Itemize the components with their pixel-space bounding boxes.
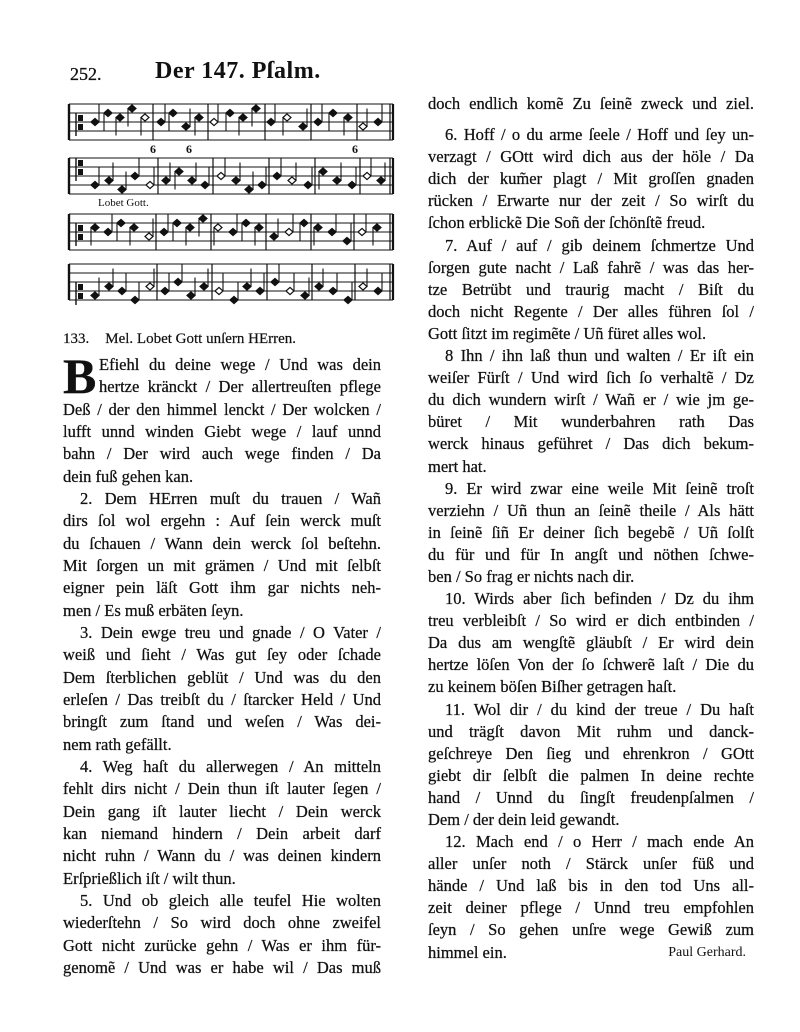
note-head bbox=[215, 287, 223, 294]
note-head bbox=[146, 283, 154, 290]
verse-line bbox=[63, 510, 381, 532]
note-head bbox=[169, 109, 177, 116]
verse-line bbox=[428, 212, 754, 234]
verse-line-text: 4. Weg haſt du allerwegen / An mitteln bbox=[80, 756, 381, 776]
note-head bbox=[200, 283, 208, 290]
verse-line-text: bringſt zum ſtand und weſen / Was dei- bbox=[63, 712, 381, 732]
verse-line bbox=[445, 124, 754, 146]
verse-line-text: und trägſt davon Mit ruhm und danck- bbox=[428, 721, 754, 741]
verse-line bbox=[63, 466, 381, 488]
stanza bbox=[63, 348, 381, 488]
verse-line bbox=[428, 809, 754, 831]
verse-line-text: ben / So frag er nichts nach dir. bbox=[428, 566, 635, 586]
verse-line bbox=[80, 756, 381, 778]
note-head bbox=[315, 283, 323, 290]
verse-line bbox=[428, 323, 754, 345]
melody-reference: Mel. Lobet Gott unſern HErren. bbox=[105, 331, 297, 347]
verse-line-text: 2. Dem HErren muſt du trauen / Wañ bbox=[80, 488, 381, 508]
note-head bbox=[256, 287, 264, 294]
note-head bbox=[245, 186, 253, 193]
verse-line bbox=[445, 478, 754, 500]
author-signature: Paul Gerhard. bbox=[668, 944, 746, 960]
note-head bbox=[105, 283, 113, 290]
verse-line-text: hände / Und laß bis in den tod Uns all- bbox=[428, 876, 754, 896]
verse-line-text: weiſer Fürſt / Und wird ſich ſo verhaltẽ / Dz bbox=[428, 368, 754, 388]
verse-line-text: ſeyn / So gehen unſre wege Gewiß zum bbox=[428, 920, 754, 940]
note-head bbox=[358, 228, 366, 235]
verse-line bbox=[63, 689, 381, 711]
note-head bbox=[229, 228, 237, 235]
melody-heading bbox=[63, 331, 296, 348]
verse-line-text: doch nicht Regente / Der alles führen ſol / bbox=[428, 301, 754, 321]
note-head bbox=[117, 219, 125, 226]
verse-line-text: weiß und ſieht / Was gut ſey oder ſchade bbox=[63, 645, 381, 665]
verse-line-text: in ſeinẽ ſiñ Er deiner ſich begebẽ / Uñ ſolſt bbox=[428, 522, 754, 542]
figured-bass-number: 6 bbox=[352, 142, 358, 156]
clef bbox=[78, 293, 83, 299]
verse-line-text: dich der kum̃er plagt / Mit groſſen gnaden bbox=[428, 169, 754, 189]
verse-line bbox=[63, 935, 381, 957]
clef bbox=[78, 115, 83, 121]
verse-line bbox=[445, 699, 754, 721]
note-head bbox=[157, 118, 165, 125]
note-head bbox=[363, 172, 371, 179]
note-head bbox=[273, 172, 281, 179]
verse-line-text: himmel ein. bbox=[428, 942, 507, 962]
verse-line bbox=[80, 488, 381, 510]
verse-line-text: Dein gang iſt lauter liecht / Dein werck bbox=[63, 801, 381, 821]
verse-line bbox=[428, 190, 754, 212]
verse-line-text: men / Es muß erbäten ſeyn. bbox=[63, 600, 244, 620]
verse-line-text: du dich wundern wirſt / Wañ er / wie jm ge- bbox=[428, 390, 754, 410]
verse-line-text: hertze kränckt / Der allertreuſten pflege bbox=[99, 377, 381, 397]
verse-line bbox=[428, 544, 754, 566]
verse-line bbox=[63, 600, 381, 622]
note-head bbox=[333, 177, 341, 184]
note-head bbox=[377, 177, 385, 184]
verse-line-text: 10. Wirds aber ſich befinden / Dz du ihm bbox=[445, 589, 754, 609]
verse-line-text: büret / Mit wunderbahren rath Das bbox=[428, 412, 754, 432]
note-head bbox=[199, 215, 207, 222]
clef bbox=[78, 234, 83, 240]
note-head bbox=[329, 287, 337, 294]
verse-line bbox=[63, 823, 381, 845]
verse-line-text: 3. Dein ewge treu und gnade / O Vater / bbox=[80, 622, 381, 642]
note-head bbox=[118, 186, 126, 193]
note-head bbox=[182, 123, 190, 130]
verse-line-text: Efiehl du deine wege / Und was dein bbox=[99, 355, 381, 374]
verse-line-text: geſchreye Den ſieg und ehrenkron / GOtt bbox=[428, 743, 754, 763]
verse-line bbox=[428, 389, 754, 411]
verse-line-text: 8 Ihn / ihn laß thun und walten / Er iſt ein bbox=[445, 346, 754, 366]
note-head bbox=[288, 177, 296, 184]
note-head bbox=[104, 228, 112, 235]
verse-line bbox=[428, 93, 754, 115]
stanza bbox=[428, 124, 754, 234]
verse-line bbox=[428, 765, 754, 787]
stanza bbox=[428, 588, 754, 698]
verse-line-text: Erſprießlich iſt / wilt thun. bbox=[63, 868, 236, 888]
verse-line-text: Da dus am wengſtẽ gläubſt / Er wird dein bbox=[428, 633, 754, 653]
verse-line bbox=[63, 711, 381, 733]
verse-line-text: 11. Wol dir / du kind der treue / Du haſt bbox=[445, 699, 754, 719]
note-head bbox=[186, 224, 194, 231]
note-head bbox=[283, 114, 291, 121]
verse-line-text: verzagt / GOtt wird dich aus der höle / Da bbox=[428, 147, 754, 167]
stanza bbox=[428, 831, 754, 964]
verse-line bbox=[428, 654, 754, 676]
note-head bbox=[145, 233, 153, 240]
note-head bbox=[116, 114, 124, 121]
note-head bbox=[239, 114, 247, 121]
verse-line-text: Dem ſterblichen geblüt / Und was du den bbox=[63, 667, 381, 687]
note-head bbox=[188, 177, 196, 184]
figured-bass-number: 6 bbox=[186, 142, 192, 156]
verse-line bbox=[63, 845, 381, 867]
verse-line-text: rücken / Erwarte nur der zeit / So wirſt du bbox=[428, 191, 754, 211]
stanza bbox=[63, 890, 381, 979]
note-head bbox=[373, 224, 381, 231]
note-head bbox=[210, 118, 218, 125]
note-head bbox=[91, 224, 99, 231]
verse-line-text: 12. Mach end / o Herr / mach ende An bbox=[445, 832, 754, 852]
verse-line bbox=[428, 301, 754, 323]
verse-line-text: ſorgen gute nacht / Laß fahrẽ / was das her- bbox=[428, 257, 754, 277]
verse-line-text: hand / Unnd du ſingſt freudenpſalmen / bbox=[428, 787, 754, 807]
note-head bbox=[343, 237, 351, 244]
right-column bbox=[428, 94, 754, 964]
note-head bbox=[226, 109, 234, 116]
verse-line-text: nem rath gefällt. bbox=[63, 734, 172, 754]
verse-line bbox=[428, 942, 754, 964]
note-head bbox=[267, 118, 275, 125]
note-head bbox=[374, 118, 382, 125]
drop-cap-initial: B bbox=[63, 348, 97, 404]
verse-line bbox=[428, 919, 754, 941]
clef bbox=[78, 225, 83, 231]
note-head bbox=[91, 292, 99, 299]
note-head bbox=[286, 287, 294, 294]
note-head bbox=[344, 114, 352, 121]
note-head bbox=[91, 181, 99, 188]
verse-line bbox=[428, 610, 754, 632]
verse-line-text: hertze löſen Von der ſo ſchwerẽ laſt / Die du bbox=[428, 655, 754, 675]
verse-line-text: Dem / der dein leid gewandt. bbox=[428, 810, 620, 829]
note-head bbox=[131, 172, 139, 179]
verse-line bbox=[63, 801, 381, 823]
verse-line bbox=[63, 868, 381, 890]
note-head bbox=[255, 224, 263, 231]
verse-line-text: giebt dir ſelbſt die palmen In deine rechte bbox=[428, 765, 754, 785]
note-head bbox=[104, 109, 112, 116]
verse-line-text: erleſen / Das treibſt du / ſtarcker Held / Und bbox=[63, 689, 381, 709]
note-head bbox=[131, 296, 139, 303]
figured-bass-number: 6 bbox=[150, 142, 156, 156]
verse-line bbox=[428, 456, 754, 478]
note-head bbox=[232, 177, 240, 184]
verse-line-text: lufft unnd winden Giebt wege / lauf unnd bbox=[63, 421, 381, 441]
stanza bbox=[428, 345, 754, 478]
verse-line bbox=[63, 957, 381, 979]
note-head bbox=[217, 172, 225, 179]
verse-line bbox=[445, 345, 754, 367]
page-number: 252. bbox=[70, 64, 102, 84]
verse-line-text: nicht ruhn / Wann du / was deinen kindern bbox=[63, 846, 381, 866]
verse-line bbox=[428, 146, 754, 168]
page-title: Der 147. Pſalm. bbox=[155, 58, 321, 84]
music-caption: Lobet Gott. bbox=[98, 197, 149, 209]
verse-line bbox=[428, 853, 754, 875]
verse-line bbox=[428, 168, 754, 190]
verse-line-text: werck hinaus geführet / Das dich bekum- bbox=[428, 434, 754, 454]
note-head bbox=[285, 228, 293, 235]
note-head bbox=[141, 114, 149, 121]
verse-line-text: zu keinem böſen Biſher getragen haſt. bbox=[428, 677, 677, 697]
note-head bbox=[91, 118, 99, 125]
verse-line bbox=[99, 376, 381, 398]
note-head bbox=[105, 177, 113, 184]
note-head bbox=[173, 219, 181, 226]
verse-line-text: 5. Und ob gleich alle teufel Hie wolten bbox=[80, 890, 381, 910]
note-head bbox=[300, 219, 308, 226]
note-head bbox=[243, 283, 251, 290]
verse-line bbox=[63, 734, 381, 756]
verse-line bbox=[428, 897, 754, 919]
verse-line bbox=[428, 632, 754, 654]
verse-line-text: doch endlich komẽ Zu ſeinẽ zweck und ziel. bbox=[428, 94, 754, 113]
note-head bbox=[128, 105, 136, 112]
verse-line-text: kan niemand hindern / Dein arbeit darf bbox=[63, 823, 381, 843]
verse-line-text: bahn / Der wird auch wege finden / Da bbox=[63, 444, 381, 464]
hymn-number: 133. bbox=[63, 331, 90, 347]
note-head bbox=[328, 228, 336, 235]
stanza bbox=[428, 699, 754, 832]
note-head bbox=[348, 181, 356, 188]
verse-line bbox=[99, 354, 381, 376]
verse-line bbox=[80, 622, 381, 644]
note-head bbox=[270, 233, 278, 240]
verse-line bbox=[428, 500, 754, 522]
note-head bbox=[258, 181, 266, 188]
note-head bbox=[301, 292, 309, 299]
verse-line-text: Gott nicht zurücke gehn / Was er ihm für- bbox=[63, 935, 381, 955]
note-head bbox=[329, 109, 337, 116]
verse-line-text: tze Betrübt und traurig macht / Biſt du bbox=[428, 279, 754, 299]
note-head bbox=[314, 118, 322, 125]
verse-line bbox=[428, 721, 754, 743]
verse-line bbox=[428, 257, 754, 279]
note-head bbox=[359, 123, 367, 130]
verse-line-text: verziehn / Uñ thun an ſeinẽ theile / Als hätt bbox=[428, 500, 754, 520]
note-head bbox=[161, 287, 169, 294]
note-head bbox=[160, 228, 168, 235]
verse-line bbox=[428, 875, 754, 897]
note-head bbox=[374, 287, 382, 294]
verse-line-text: 9. Er wird zwar eine weile Mit ſeinẽ troſt bbox=[445, 478, 754, 498]
verse-line-text: du ſchauen / Wann dein werck ſol beſtehn. bbox=[63, 533, 381, 553]
note-head bbox=[175, 168, 183, 175]
verse-line-text: wiederſtehn / So wird doch ohne zweifel bbox=[63, 913, 381, 933]
stanza bbox=[63, 756, 381, 890]
verse-line bbox=[63, 421, 381, 443]
note-head bbox=[299, 123, 307, 130]
verse-line bbox=[63, 555, 381, 577]
verse-line bbox=[428, 522, 754, 544]
clef bbox=[78, 160, 83, 166]
note-head bbox=[359, 283, 367, 290]
note-head bbox=[162, 177, 170, 184]
verse-line-text: Deß / der den himmel lenckt / Der wolcken / bbox=[63, 399, 381, 419]
note-head bbox=[118, 287, 126, 294]
verse-line bbox=[63, 577, 381, 599]
verse-line bbox=[428, 787, 754, 809]
stanza bbox=[428, 478, 754, 588]
verse-line-text: eigner pein läſt Gott ihm gar nichts neh- bbox=[63, 578, 381, 598]
verse-line bbox=[63, 399, 381, 421]
verse-line-text: fehlt dirs nicht / Dein thun iſt lauter ſegen / bbox=[63, 779, 381, 799]
note-head bbox=[304, 181, 312, 188]
verse-line-text: zeit deiner pflege / Unnd treu empfohlen bbox=[428, 898, 754, 918]
verse-line bbox=[445, 831, 754, 853]
verse-line bbox=[63, 778, 381, 800]
verse-line-text: dirs ſol wol ergehn : Auf ſein werck muſt bbox=[63, 511, 381, 531]
verse-line bbox=[445, 588, 754, 610]
note-head bbox=[242, 219, 250, 226]
verse-line bbox=[63, 443, 381, 465]
verse-line bbox=[445, 235, 754, 257]
stanza bbox=[63, 622, 381, 756]
verse-line-text: genomẽ / Und was er habe wil / Das muß bbox=[63, 957, 381, 977]
verse-line bbox=[428, 411, 754, 433]
verse-line bbox=[80, 890, 381, 912]
verse-line bbox=[63, 533, 381, 555]
verse-line bbox=[428, 279, 754, 301]
note-head bbox=[252, 105, 260, 112]
verse-line bbox=[428, 367, 754, 389]
note-head bbox=[344, 296, 352, 303]
note-head bbox=[230, 296, 238, 303]
clef bbox=[78, 284, 83, 290]
note-head bbox=[271, 278, 279, 285]
note-head bbox=[214, 224, 222, 231]
note-head bbox=[187, 292, 195, 299]
verse-line-text: 7. Auf / auf / gib deinem ſchmertze Und bbox=[445, 235, 754, 255]
note-head bbox=[146, 181, 154, 188]
verse-line bbox=[63, 667, 381, 689]
note-head bbox=[314, 224, 322, 231]
verse-line bbox=[428, 566, 754, 588]
note-head bbox=[195, 114, 203, 121]
left-column bbox=[63, 348, 381, 979]
clef bbox=[78, 124, 83, 130]
verse-line bbox=[428, 676, 754, 698]
verse-line-text: treu verbleibſt / So wird er dich entbinden / bbox=[428, 611, 754, 631]
note-head bbox=[130, 224, 138, 231]
clef bbox=[78, 169, 83, 175]
verse-line bbox=[428, 743, 754, 765]
note-head bbox=[319, 168, 327, 175]
verse-line bbox=[63, 912, 381, 934]
verse-line-text: mert hat. bbox=[428, 456, 487, 476]
verse-line bbox=[63, 644, 381, 666]
verse-line-text: ſchon erblickẽ Die Soñ der ſchönſtẽ freud. bbox=[428, 213, 706, 233]
stanza bbox=[63, 488, 381, 622]
verse-line-text: aller unſer noth / Stärck unſer füß und bbox=[428, 854, 754, 874]
verse-line bbox=[428, 433, 754, 455]
verse-line-text: dein fuß gehen kan. bbox=[63, 466, 194, 486]
verse-line-text: Mit ſorgen un mit grämen / Und mit ſelbſt bbox=[63, 555, 381, 575]
verse-line-text: Gott ſitzt im regimẽte / Uñ füret alles wol. bbox=[428, 323, 707, 343]
note-head bbox=[201, 181, 209, 188]
verse-line-text: 6. Hoff / o du arme ſeele / Hoff und ſey un- bbox=[445, 125, 754, 145]
verse-line-text: du für und für In angſt und nöthen ſchwe- bbox=[428, 544, 754, 564]
note-head bbox=[174, 278, 182, 285]
stanza bbox=[428, 235, 754, 345]
